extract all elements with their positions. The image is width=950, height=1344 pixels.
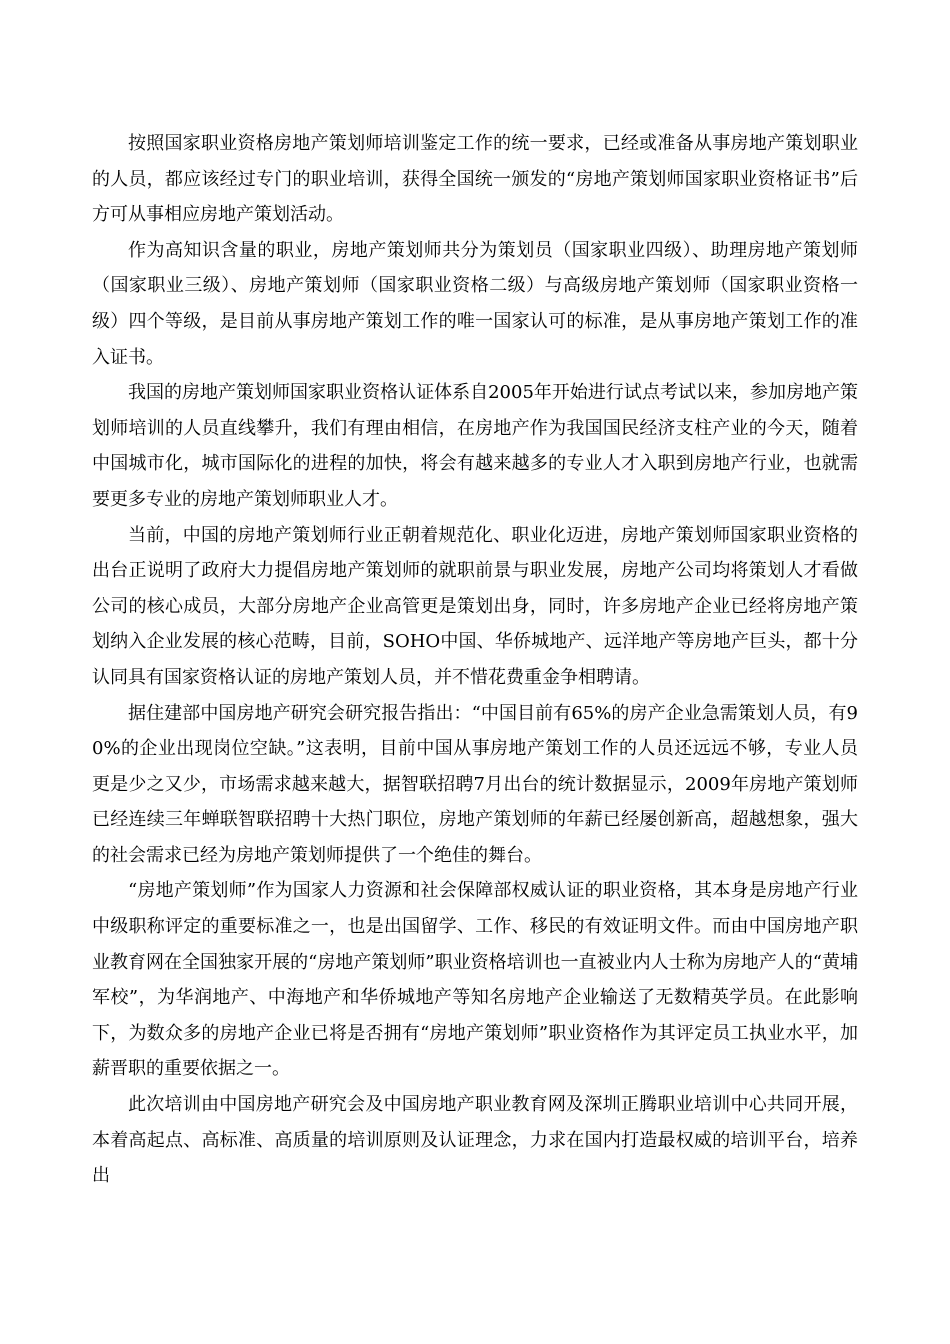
paragraph-training-organizers: 此次培训由中国房地产研究会及中国房地产职业教育网及深圳正腾职业培训中心共同开展，本着高起点、高标准、高质量的培训原则及认证理念，力求在国内打造最权威的培训平台，培养出: [92, 1094, 858, 1187]
paragraph-requirements: 按照国家职业资格房地产策划师培训鉴定工作的统一要求，已经或准备从事房地产策划职业的人员，都应该经过专门的职业培训，获得全国统一颁发的“房地产策划师国家职业资格证书”后方可从事相应房地产策划活动。: [92, 133, 858, 226]
paragraph-levels: 作为高知识含量的职业，房地产策划师共分为策划员（国家职业四级）、助理房地产策划师（国家职业三级）、房地产策划师（国家职业资格二级）与高级房地产策划师（国家职业资格一级）四个等级，是目前从事房地产策划工作的唯一国家认可的标准，是从事房地产策划工作的准入证书。: [92, 239, 858, 368]
paragraph-qualification-value: “房地产策划师”作为国家人力资源和社会保障部权威认证的职业资格，其本身是房地产行业中级职称评定的重要标准之一，也是出国留学、工作、移民的有效证明文件。而由中国房地产职业教育网在全国独家开展的“房地产策划师”职业资格培训也一直被业内人士称为房地产人的“黄埔军校”，为华润地产、中海地产和华侨城地产等知名房地产企业输送了无数精英学员。在此影响下，为数众多的房地产企业已将是否拥有“房地产策划师”职业资格作为其评定员工执业水平，加薪晋职的重要依据之一。: [92, 880, 858, 1080]
paragraph-market-demand: 据住建部中国房地产研究会研究报告指出：“中国目前有65%的房产企业急需策划人员，有90%的企业出现岗位空缺。”这表明，目前中国从事房地产策划工作的人员还远远不够，专业人员更是少之又少，市场需求越来越大，据智联招聘7月出台的统计数据显示，2009年房地产策划师已经连续三年蝉联智联招聘十大热门职位，房地产策划师的年薪已经屡创新高，超越想象，强大的社会需求已经为房地产策划师提供了一个绝佳的舞台。: [92, 702, 858, 866]
paragraph-industry-trend: 当前，中国的房地产策划师行业正朝着规范化、职业化迈进，房地产策划师国家职业资格的出台正说明了政府大力提倡房地产策划师的就职前景与职业发展，房地产公司均将策划人才看做公司的核心成员，大部分房地产企业高管更是策划出身，同时，许多房地产企业已经将房地产策划纳入企业发展的核心范畴，目前，SOHO中国、华侨城地产、远洋地产等房地产巨头，都十分认同具有国家资格认证的房地产策划人员，并不惜花费重金争相聘请。: [92, 524, 858, 688]
document-page: [92, 126, 858, 1194]
paragraph-history: 我国的房地产策划师国家职业资格认证体系自2005年开始进行试点考试以来，参加房地产策划师培训的人员直线攀升，我们有理由相信，在房地产作为我国国民经济支柱产业的今天，随着中国城市化，城市国际化的进程的加快，将会有越来越多的专业人才入职到房地产行业，也就需要更多专业的房地产策划师职业人才。: [92, 382, 858, 510]
